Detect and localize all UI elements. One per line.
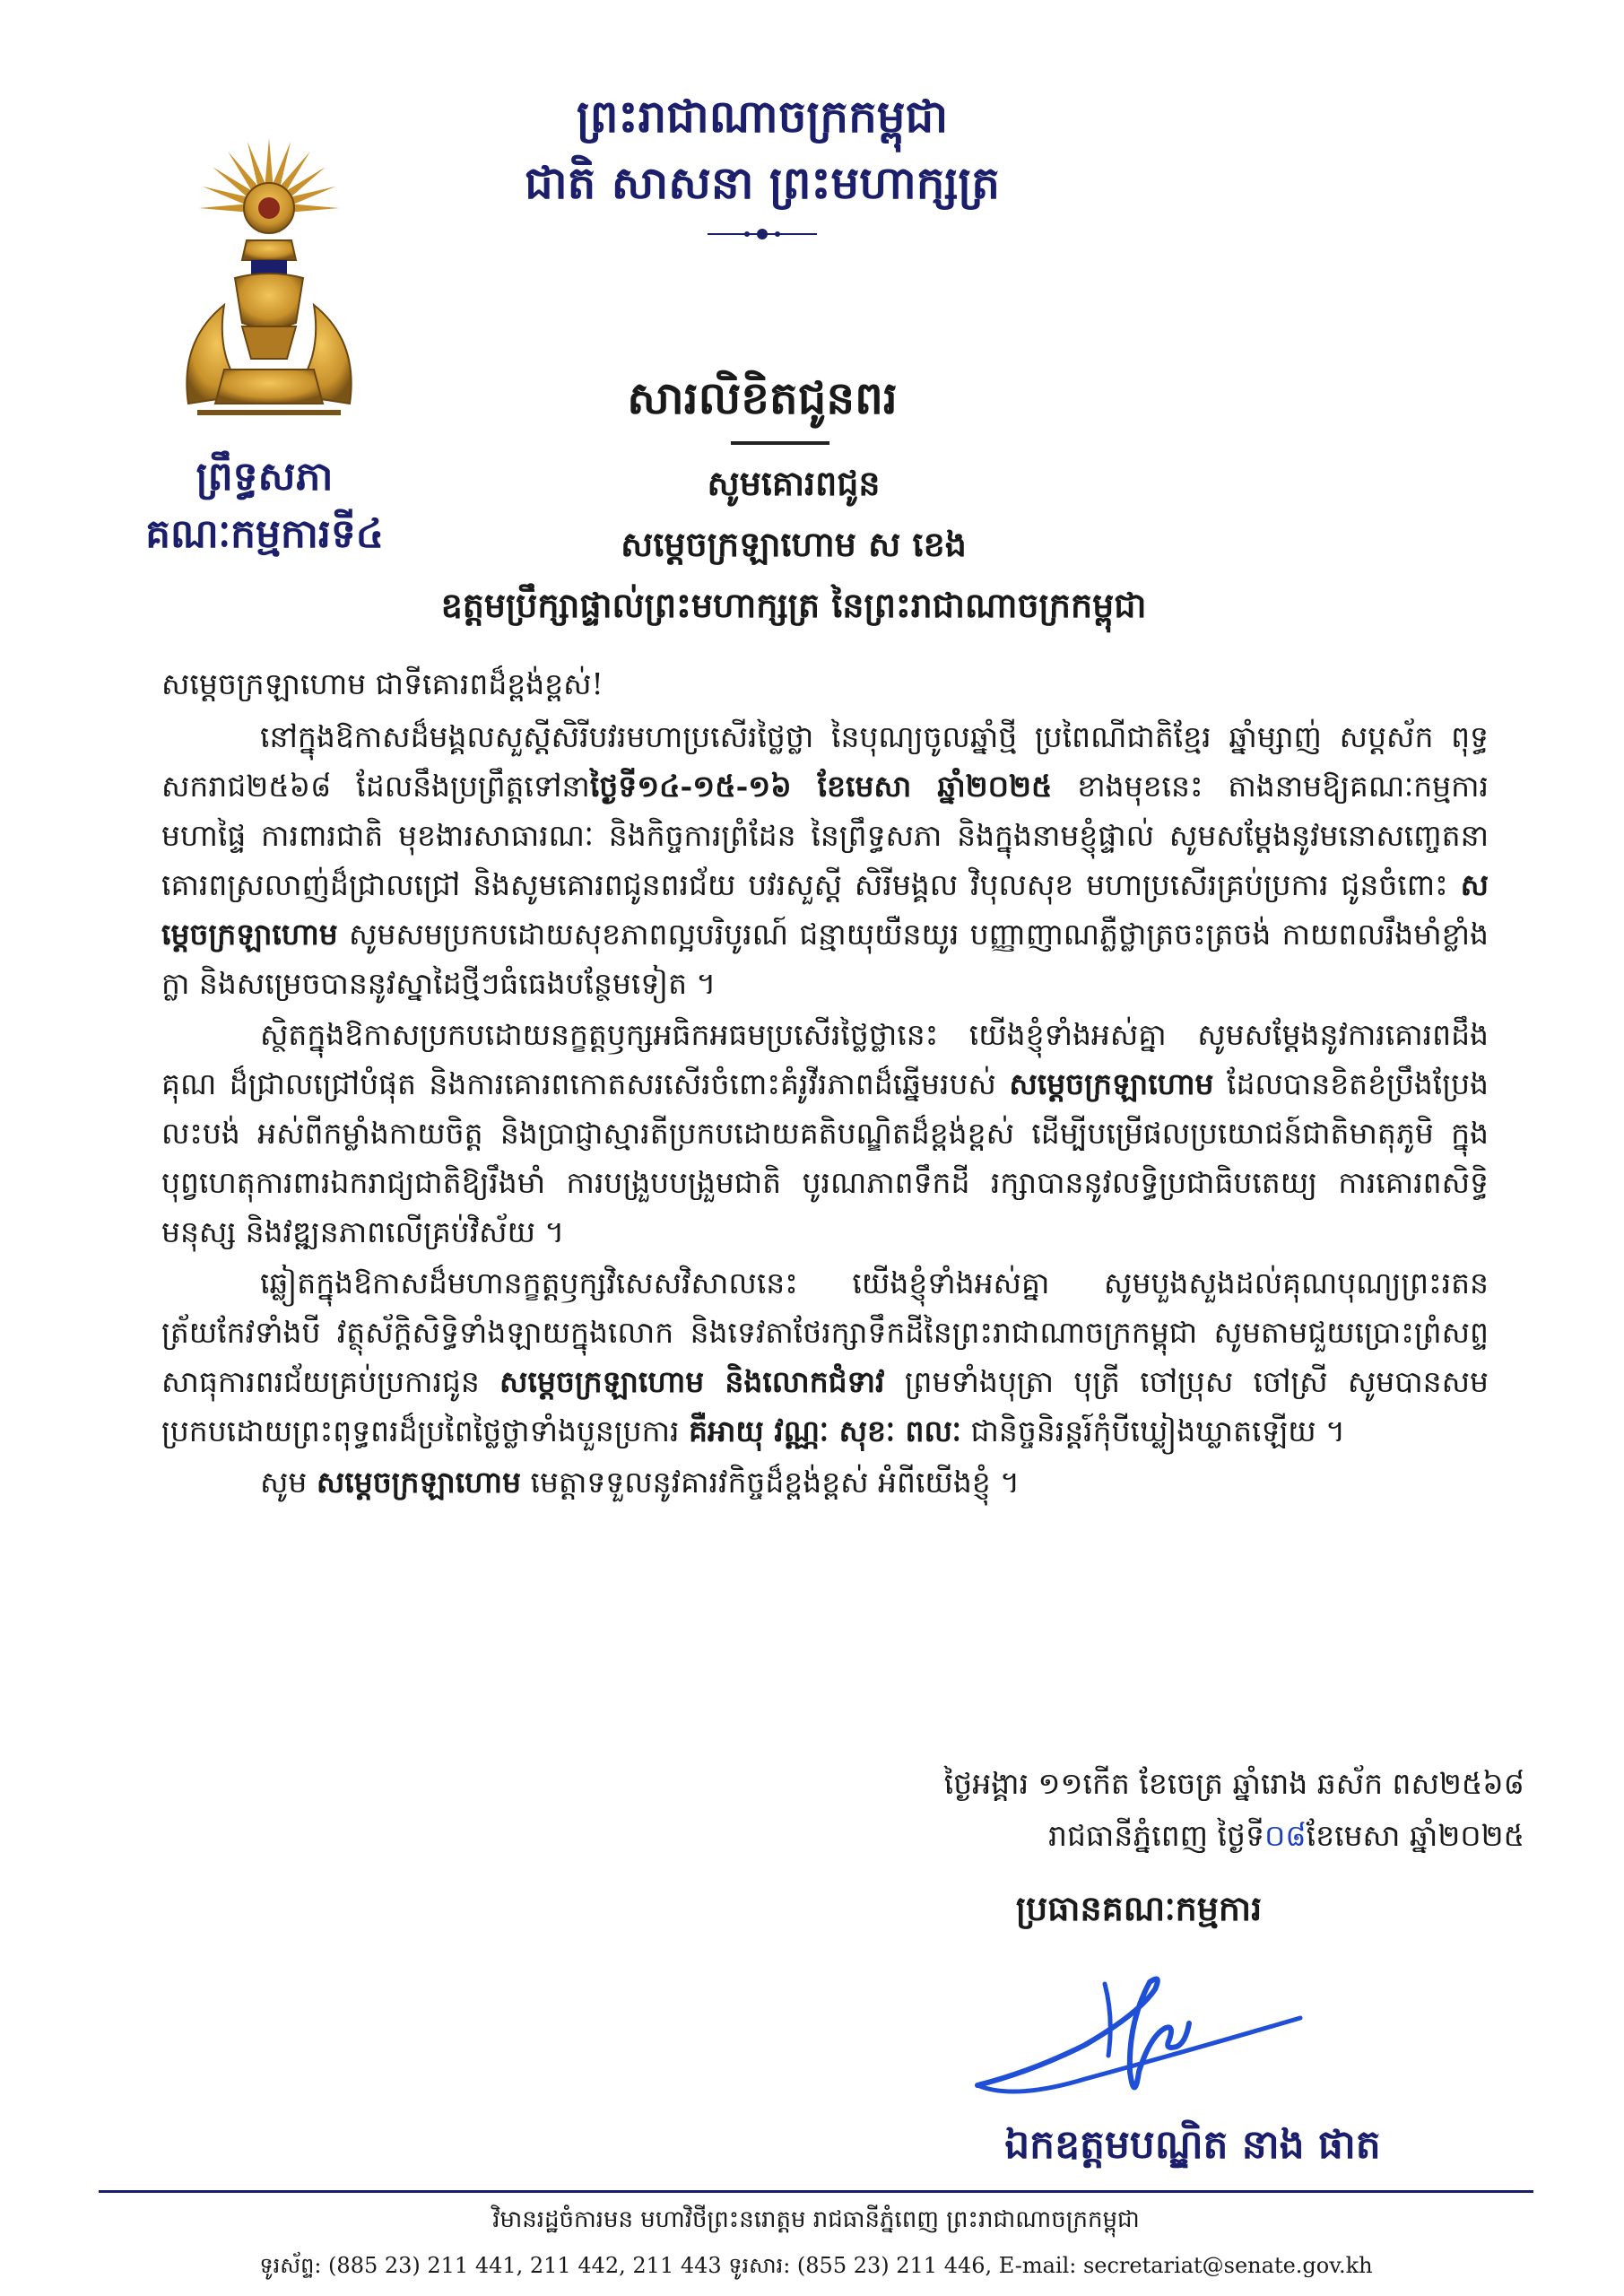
p1-text-a: នៅក្នុងឱកាសដ៏មង្គលសួស្តីសិរីបវរមហាប្រសើរថ្លៃថ្លា នៃបុណ្យចូលឆ្នាំថ្មី ប្រពៃណីជាតិខ្មែរ ឆ្នាំម្សាញ់ សប្តស័ក ពុទ្ធសករាជ២៥៦៨ ដែលនឹងប្រព្រឹត្តទៅនា: [161, 719, 1489, 804]
signatory-title: ប្រធានគណៈកម្មការ: [1015, 1888, 1263, 1928]
paragraph-1: [161, 712, 1489, 1008]
salutation: សម្តេចក្រឡាហោម ជាទីគោរពដ៏ខ្ពង់ខ្ពស់!: [161, 666, 604, 701]
signatory-name: ឯកឧត្តមបណ្ឌិត នាង ផាត: [1004, 2122, 1381, 2168]
p3-text-c: ព្រមទាំងបុត្រា បុត្រី ចៅប្រុស ចៅស្រី សូមបានសមប្រកបដោយព្រះពុទ្ធពរដ៏ប្រពៃថ្លៃថ្លាទាំងបួនប្រការ: [161, 1364, 1489, 1448]
paragraph-4: [161, 1457, 1489, 1507]
p1-text-e: សូមសមប្រកបដោយសុខភាពល្អបរិបូរណ៍ ជន្មាយុយឺនយូរ បញ្ញាញាណភ្លឺថ្លាត្រចះត្រចង់ កាយពលរឹងមាំខ្លាំងក្លា និងសម្រេចបាននូវស្នាដៃថ្មីៗធំធេងបន្ថែមទៀត ។: [161, 917, 1489, 1001]
p2-text-c: ដែលបានខិតខំប្រឹងប្រែងលះបង់ អស់ពីកម្លាំងកាយចិត្ត និងប្រាជ្ញាស្មារតីប្រកបដោយគតិបណ្ឌិតដ៏ខ្ពង់ខ្ពស់ ដើម្បីបម្រើផលប្រយោជន៍ជាតិមាតុភូមិ ក្នុងបុព្វហេតុការពារឯករាជ្យជាតិឱ្យរឹងមាំ ការបង្រួបបង្រួមជាតិ បូរណភាពទឹកដី រក្សាបាននូវលទ្ធិប្រជាធិបតេយ្យ ការគោរពសិទ្ធិមនុស្ស និងវឌ្ឍនភាពលើគ្រប់វិស័យ ។: [161, 1066, 1489, 1249]
p3-blessings-bold: គឺអាយុ វណ្ណៈ សុខៈ ពលៈ: [689, 1413, 961, 1448]
p3-text-e: ជានិច្ចនិរន្តរ៍កុំបីឃ្លៀងឃ្លាតឡើយ ។: [960, 1413, 1345, 1448]
p4-samdech-bold: សម្តេចក្រឡាហោម: [316, 1465, 522, 1500]
letter-body: [161, 659, 1489, 1509]
paragraph-2: [161, 1010, 1489, 1257]
footer-divider: [99, 2190, 1533, 2193]
recipient-line-3: ឧត្តមប្រឹក្សាផ្ទាល់ព្រះមហាក្សត្រ នៃព្រះរាជាណាចក្រកម្ពុជា: [440, 585, 1147, 625]
kingdom-name: ព្រះរាជាណាចក្រកម្ពុជា: [576, 90, 949, 143]
handwritten-signature: [951, 1937, 1327, 2117]
p2-text-a: ស្ថិតក្នុងឱកាសប្រកបដោយនក្ខត្តឫក្សអធិកអធមប្រសើរថ្លៃថ្លានេះ យើងខ្ញុំទាំងអស់គ្នា សូមសម្តែងនូវការគោរពដឹងគុណ ដ៏ជ្រាលជ្រៅបំផុត និងការគោរពកោតសរសើរចំពោះគំរូវីរភាពដ៏ឆ្នើមរបស់: [161, 1017, 1489, 1101]
title-underline: [731, 441, 829, 445]
p1-samdech-bold: សម្តេចក្រឡាហោម: [161, 867, 1489, 952]
paragraph-3: [161, 1258, 1489, 1456]
footer: [99, 2197, 1533, 2289]
place-date-day: ០៨: [1264, 1818, 1307, 1853]
p4-text-c: មេត្តាទទួលនូវគារវកិច្ចដ៏ខ្ពង់ខ្ពស់ អំពីយើងខ្ញុំ ។: [521, 1465, 1020, 1500]
p3-samdech-bold: សម្តេចក្រឡាហោម និងលោកជំទាវ: [499, 1364, 885, 1399]
senate-name: ព្រឹទ្ធសភា: [195, 454, 334, 500]
kingdom-header: [484, 85, 1040, 248]
recipient-line-2: សម្តេចក្រឡាហោម ស ខេង: [621, 524, 967, 564]
p1-text-c: ខាងមុខនេះ តាងនាមឱ្យគណៈកម្មការមហាផ្ទៃ ការពារជាតិ មុខងារសាធារណៈ និងកិច្ចការព្រំដែន នៃព្រឹទ្ធសភា និងក្នុងនាមខ្ញុំផ្ទាល់ សូមសម្តែងនូវមនោសញ្ចេតនាគោរពស្រលាញ់ដ៏ជ្រាលជ្រៅ និងសូមគោរពជូនពរជ័យ បវរសួស្តី សិរីមង្គល វិបុលសុខ មហាប្រសើរគ្រប់ប្រការ ជូនចំពោះ: [161, 769, 1489, 902]
p3-text-a: ឆ្លៀតក្នុងឱកាសដ៏មហានក្ខត្តឫក្សវិសេសវិសាលនេះ យើងខ្ញុំទាំងអស់គ្នា សូមបួងសួងដល់គុណបុណ្យព្រះរតនត្រ័យកែវទាំងបី វត្ថុស័ក្តិសិទ្ធិទាំងឡាយក្នុងលោក និងទេវតាថែរក្សាទឹកដីនៃព្រះរាជាណាចក្រកម្ពុជា សូមតាមជួយប្រោះព្រំសព្ទសាធុការពរជ័យគ្រប់ប្រការជូន: [161, 1265, 1489, 1399]
date-block: [682, 1758, 1524, 1862]
recipient-block: [206, 453, 1381, 636]
lunar-date: ថ្ងៃអង្គារ ១១កើត ខែចេត្រ ឆ្នាំរោង ឆស័ក ពស២៥៦៨: [943, 1766, 1524, 1801]
footer-contact: ទូរស័ព្ទ: (885 23) 211 441, 211 442, 211 443 ទូរសារ: (855 23) 211 446, E-mail: secretariat@senate.gov.kh: [259, 2253, 1373, 2278]
p4-text-a: សូម: [260, 1465, 317, 1500]
place-date: [682, 1810, 1524, 1862]
place-date-suffix: ខែមេសា ឆ្នាំ២០២៥: [1306, 1818, 1524, 1853]
commission-name: គណៈកម្មការទី៤: [145, 511, 384, 557]
recipient-line-1: សូមគោរពជូន: [707, 463, 881, 503]
footer-address: វិមានរដ្ឋចំការមន មហាវិថីព្រះនរោត្តម រាជធានីភ្នំពេញ ព្រះរាជាណាចក្រកម្ពុជា: [492, 2206, 1140, 2233]
document-title: សារលិខិតជូនពរ: [627, 371, 898, 424]
divider-ornament-icon: [704, 223, 821, 245]
p2-samdech-bold: សម្តេចក្រឡាហោម: [1009, 1066, 1214, 1101]
national-motto: ជាតិ សាសនា ព្រះមហាក្សត្រ: [525, 156, 1000, 209]
p1-date-bold: ថ្ងៃទី១៤-១៥-១៦ ខែមេសា ឆ្នាំ២០២៥: [589, 769, 1053, 804]
senate-emblem-icon: [161, 135, 377, 422]
place-date-prefix: រាជធានីភ្នំពេញ ថ្ងៃទី: [1048, 1818, 1264, 1853]
